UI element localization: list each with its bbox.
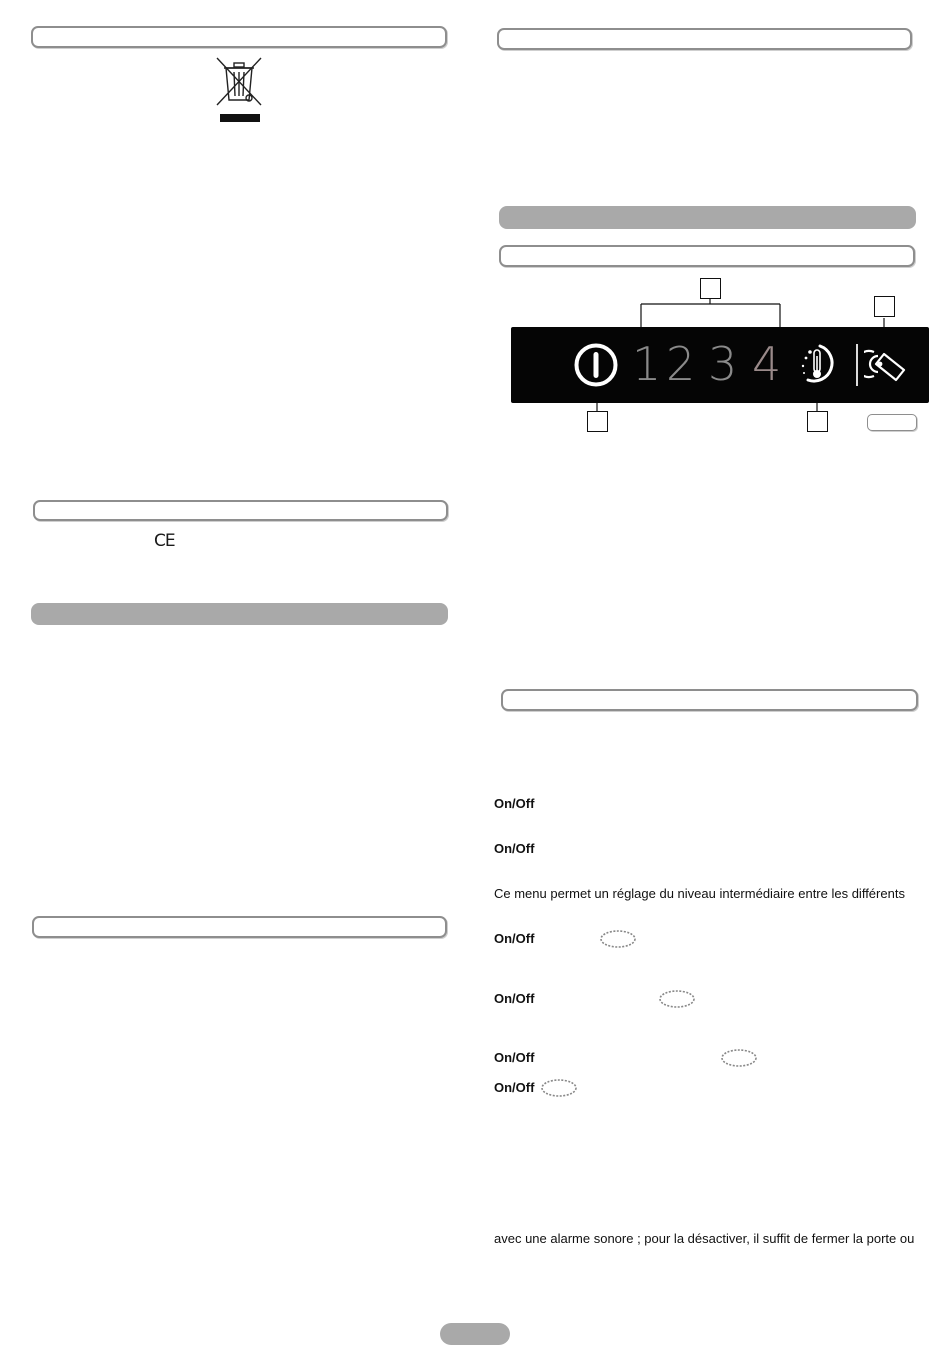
section-header-box-right-1 <box>497 28 912 50</box>
section-bar-left <box>31 603 448 625</box>
burst-icon-4 <box>538 1076 580 1100</box>
weee-bin-icon <box>214 56 264 124</box>
level-digit-2[interactable]: 2 <box>666 337 696 391</box>
section-header-box-right-3 <box>501 689 918 711</box>
onoff-label-5: On/Off <box>494 1050 535 1065</box>
onoff-label-2: On/Off <box>494 841 535 856</box>
burst-icon-2 <box>656 987 698 1011</box>
onoff-label-3: On/Off <box>494 931 535 946</box>
ce-mark: CE <box>154 531 175 551</box>
section-bar-right <box>499 206 916 229</box>
alarm-sentence: avec une alarme sonore ; pour la désactiver, il suffit de fermer la porte ou <box>494 1231 915 1246</box>
onoff-label-4: On/Off <box>494 991 535 1006</box>
onoff-label-1: On/Off <box>494 796 535 811</box>
small-label-box <box>867 414 917 431</box>
burst-icon-3 <box>718 1046 760 1070</box>
panel-divider <box>856 344 858 386</box>
level-digit-3[interactable]: 3 <box>708 337 738 391</box>
callout-box-digits <box>700 278 721 299</box>
level-digit-1[interactable]: 1 <box>632 337 662 391</box>
callout-box-temp <box>807 411 828 432</box>
section-header-box-left-2 <box>33 500 448 521</box>
callout-box-power <box>587 411 608 432</box>
level-digit-4[interactable]: 4 <box>752 337 782 391</box>
section-header-box-left-1 <box>31 26 447 48</box>
page-number-pill <box>440 1323 510 1345</box>
thermometer-icon[interactable] <box>794 340 842 388</box>
power-icon[interactable] <box>573 342 619 388</box>
burst-icon-1 <box>597 927 639 951</box>
callout-box-card <box>874 296 895 317</box>
menu-sentence: Ce menu permet un réglage du niveau intermédiaire entre les différents <box>494 886 905 901</box>
section-header-box-right-2 <box>499 245 915 267</box>
onoff-label-6: On/Off <box>494 1080 535 1095</box>
wifi-card-icon[interactable] <box>864 346 908 384</box>
section-header-box-left-3 <box>32 916 447 938</box>
